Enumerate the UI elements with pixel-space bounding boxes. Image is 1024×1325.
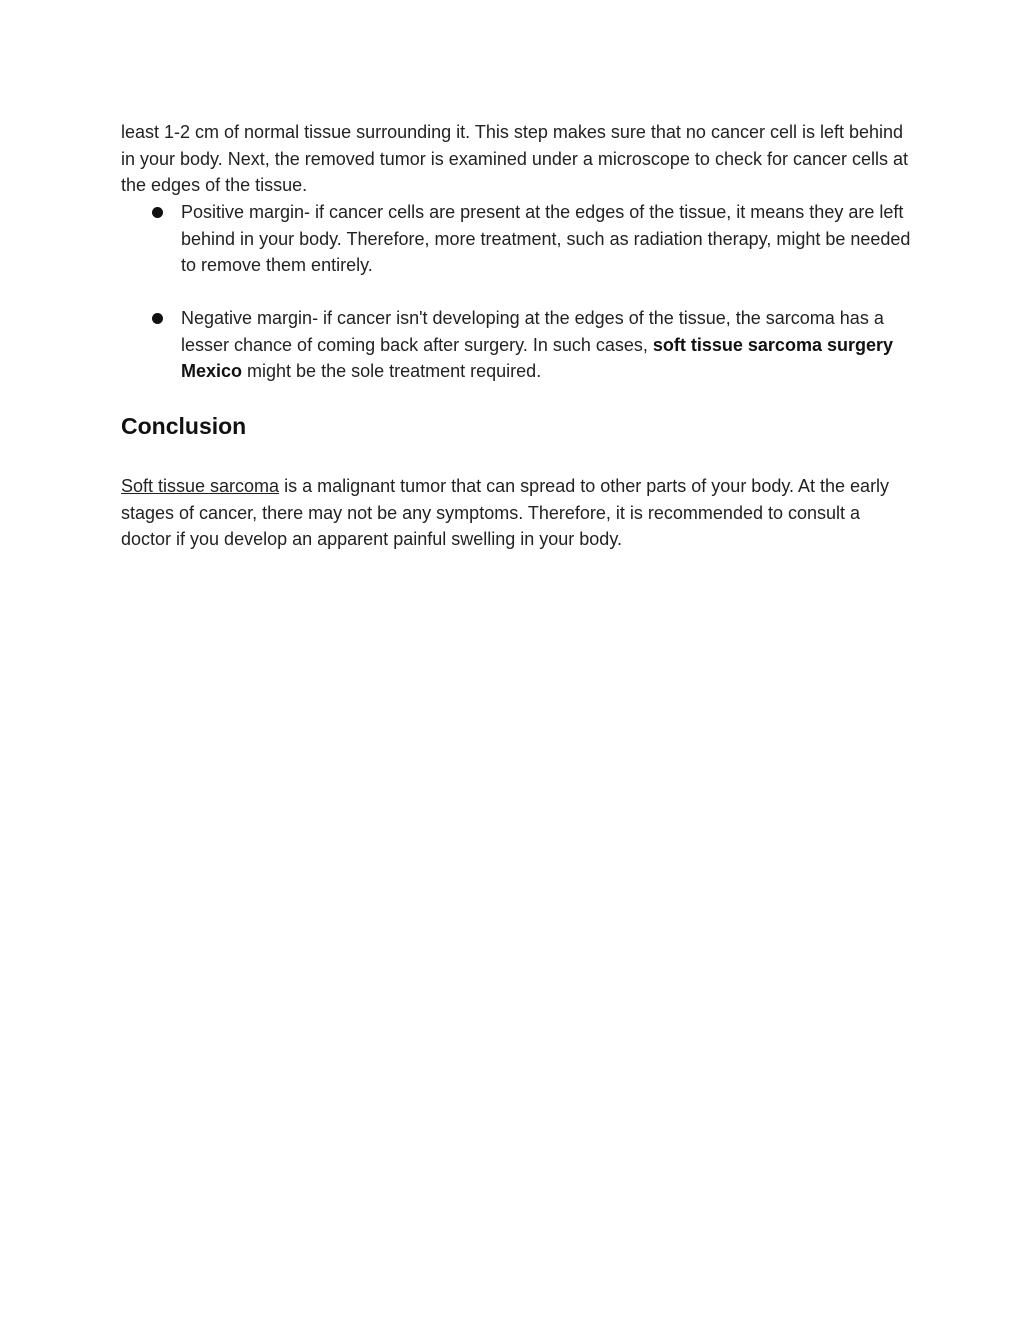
bold-keyword: soft tissue sarcoma surgery Mexico bbox=[181, 334, 893, 382]
section-heading-conclusion: Conclusion bbox=[121, 413, 247, 439]
negative-margin-text-end: might be the sole treatment required. bbox=[242, 361, 542, 382]
bullet-icon bbox=[152, 313, 163, 324]
conclusion-text: is a malignant tumor that can spread to other parts of your body. At the early stages of cancer, there may not be any symptoms. Therefore, it is recommended to consult a doctor if you develop an apparent painful swelling in your body. bbox=[121, 476, 890, 550]
negative-margin-text: Negative margin- if cancer isn't developing at the edges of the tissue, the sarcoma has a lesser chance of coming back after surgery. In such cases, bbox=[181, 308, 884, 355]
soft-tissue-sarcoma-link[interactable]: Soft tissue sarcoma bbox=[121, 476, 280, 496]
bullet-icon bbox=[152, 207, 163, 218]
list-item-positive-margin bbox=[121, 199, 911, 279]
list-item-negative-margin bbox=[121, 305, 911, 385]
positive-margin-text: Positive margin- if cancer cells are present at the edges of the tissue, it means they are left behind in your body. Therefore, more treatment, such as radiation therapy, might be needed to remove them entirely. bbox=[181, 202, 911, 276]
conclusion-paragraph bbox=[121, 473, 911, 553]
margin-bullet-list-2 bbox=[121, 305, 911, 385]
intro-paragraph: least 1-2 cm of normal tissue surrounding it. This step makes sure that no cancer cell is left behind in your body. Next, the removed tumor is examined under a microscope to check for cancer cells at the edges of the tissue. bbox=[121, 122, 909, 196]
margin-bullet-list-1 bbox=[121, 199, 911, 279]
